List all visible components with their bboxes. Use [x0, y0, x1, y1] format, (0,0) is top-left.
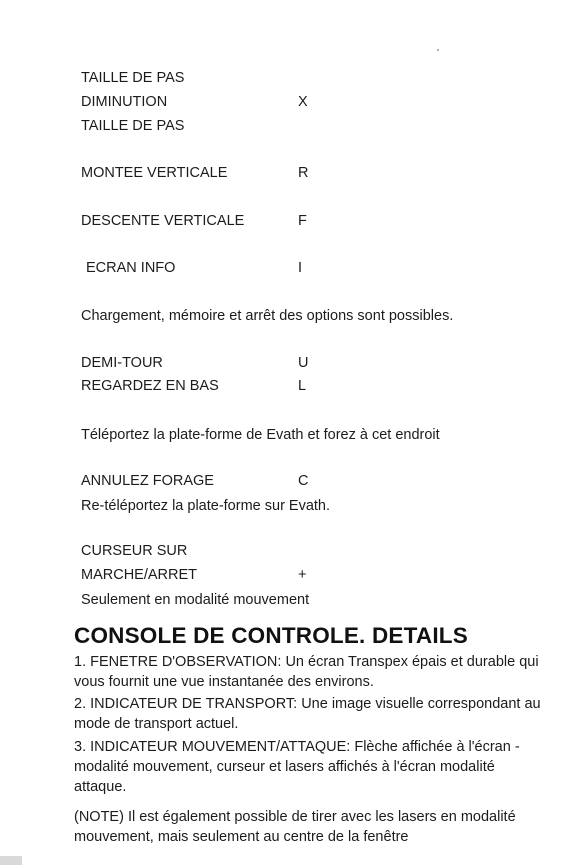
- detail-paragraph: 1. FENETRE D'OBSERVATION: Un écran Transpex épais et durable qui vous fournit une vue instantanée des environs.: [74, 654, 539, 690]
- command-label: CURSEUR SUR: [81, 543, 188, 559]
- command-label: REGARDEZ EN BAS: [81, 378, 219, 394]
- command-label: MARCHE/ARRET: [81, 567, 198, 583]
- command-key: R: [298, 165, 309, 181]
- command-label: ANNULEZ FORAGE: [81, 473, 214, 489]
- command-key: L: [298, 378, 307, 394]
- command-key: C: [298, 473, 309, 489]
- command-key: X: [298, 94, 308, 110]
- command-note: Téléportez la plate-forme de Evath et forez à cet endroit: [81, 427, 440, 443]
- speck-mark: [437, 49, 439, 51]
- detail-paragraph: 2. INDICATEUR DE TRANSPORT: Une image visuelle correspondant au mode de transport actuel.: [74, 696, 541, 732]
- detail-paragraph: 3. INDICATEUR MOUVEMENT/ATTAQUE: Flèche affichée à l'écran - modalité mouvement, curseur et lasers affichés à l'écran modalité attaque.: [74, 739, 520, 795]
- command-label: TAILLE DE PAS: [81, 118, 185, 134]
- command-label: TAILLE DE PAS: [81, 70, 185, 86]
- command-label: ECRAN INFO: [86, 260, 176, 276]
- command-note: Re-téléportez la plate-forme sur Evath.: [81, 498, 331, 514]
- command-label: DESCENTE VERTICALE: [81, 213, 245, 229]
- command-key: U: [298, 355, 309, 371]
- command-label: MONTEE VERTICALE: [81, 165, 228, 181]
- detail-paragraph: (NOTE) Il est également possible de tirer avec les lasers en modalité mouvement, mais seulement au centre de la fenêtre: [74, 809, 516, 845]
- command-note: Chargement, mémoire et arrêt des options sont possibles.: [81, 308, 454, 324]
- command-key: I: [298, 260, 303, 276]
- page-corner-shadow: [0, 856, 22, 865]
- command-note: Seulement en modalité mouvement: [81, 592, 310, 608]
- command-label: DIMINUTION: [81, 94, 168, 110]
- section-heading: CONSOLE DE CONTROLE. DETAILS: [74, 623, 468, 648]
- command-key: F: [298, 213, 307, 229]
- command-key: +: [298, 567, 307, 583]
- command-label: DEMI-TOUR: [81, 355, 163, 371]
